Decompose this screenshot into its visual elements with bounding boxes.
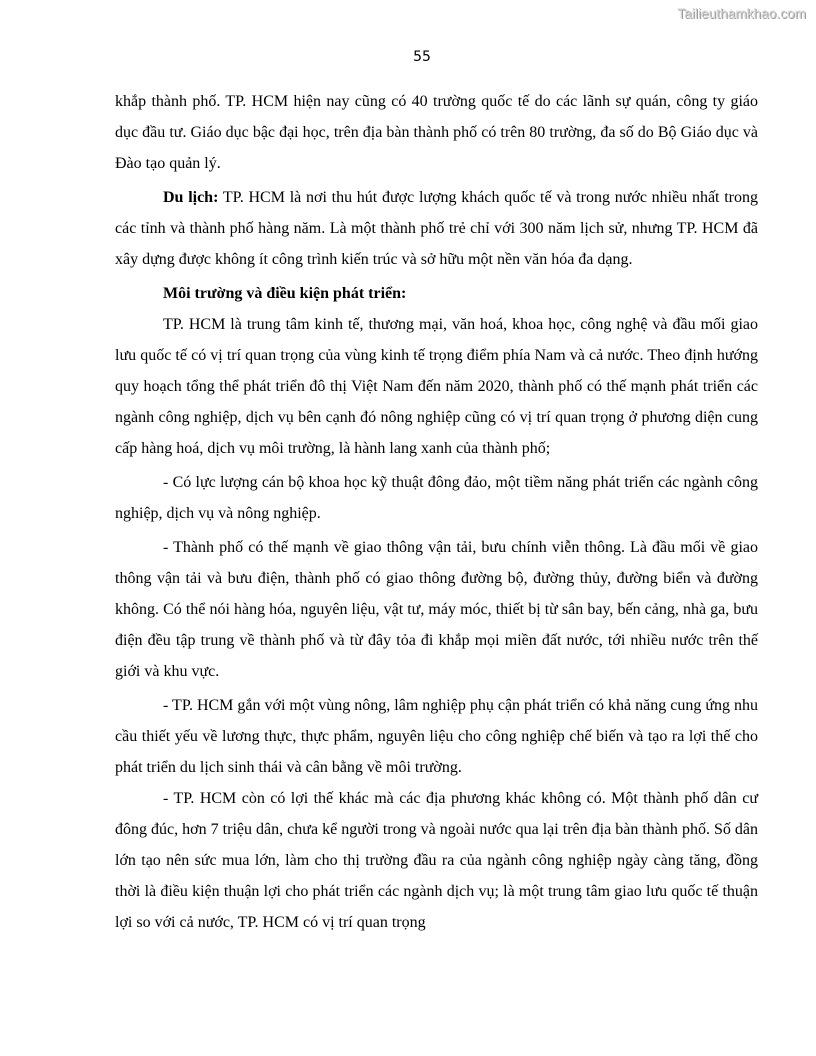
paragraph-economic-center: TP. HCM là trung tâm kinh tế, thương mại, văn hoá, khoa học, công nghệ và đầu mối giao lưu quốc tế có vị trí quan trọng của vùng kinh tế trọng điểm phía Nam và cả nước. Theo định hướng quy hoạch tổng thể phát triển đô thị Việt Nam đến năm 2020, thành phố có thế mạnh phát triển các ngành công nghiệp, dịch vụ bên cạnh đó nông nghiệp cũng có vị trí quan trọng ở phương diện cung cấp hàng hoá, dịch vụ môi trường, là hành lang xanh của thành phố;	[115, 316, 758, 457]
section-heading: Môi trường và điều kiện phát triển:	[163, 285, 407, 302]
tourism-label: Du lịch:	[163, 189, 219, 206]
paragraph-population: - TP. HCM còn có lợi thế khác mà các địa phương khác không có. Một thành phố dân cư đông đúc, hơn 7 triệu dân, chưa kể người trong và ngoài nước qua lại trên địa bàn thành phố. Số dân lớn tạo nên sức mua lớn, làm cho thị trường đầu ra của ngành công nghiệp ngày càng tăng, đồng thời là điều kiện thuận lợi cho phát triển các ngành dịch vụ; là một trung tâm giao lưu quốc tế thuận lợi so với cả nước, TP. HCM có vị trí quan trọng	[115, 790, 758, 931]
paragraph-agriculture: - TP. HCM gắn với một vùng nông, lâm nghiệp phụ cận phát triển có khả năng cung ứng nhu cầu thiết yếu về lương thực, thực phẩm, nguyên liệu cho công nghiệp chế biến và tạo ra lợi thế cho phát triển du lịch sinh thái và cân bằng về môi trường.	[115, 697, 758, 776]
document-body	[115, 86, 758, 938]
paragraph-workforce: - Có lực lượng cán bộ khoa học kỹ thuật đông đảo, một tiềm năng phát triển các ngành công nghiệp, dịch vụ và nông nghiệp.	[115, 474, 758, 522]
paragraph-tourism	[115, 182, 758, 275]
page-number: 55	[413, 49, 431, 65]
paragraph-transport: - Thành phố có thế mạnh về giao thông vận tải, bưu chính viễn thông. Là đầu mối về giao thông vận tải và bưu điện, thành phố có giao thông đường bộ, đường thủy, đường biển và đường không. Có thể nói hàng hóa, nguyên liệu, vật tư, máy móc, thiết bị từ sân bay, bến cảng, nhà ga, bưu điện đều tập trung về thành phố và từ đây tỏa đi khắp mọi miền đất nước, tới nhiều nước trên thế giới và khu vực.	[115, 539, 758, 680]
tourism-text: TP. HCM là nơi thu hút được lượng khách quốc tế và trong nước nhiều nhất trong các tỉnh và thành phố hàng năm. Là một thành phố trẻ chỉ với 300 năm lịch sử, nhưng TP. HCM đã xây dựng được không ít công trình kiến trúc và sở hữu một nền văn hóa đa dạng.	[115, 189, 759, 268]
watermark: Tailieuthamkhao.com	[677, 6, 806, 21]
paragraph-education-continued: khắp thành phố. TP. HCM hiện nay cũng có 40 trường quốc tế do các lãnh sự quán, công ty giáo dục đầu tư. Giáo dục bậc đại học, trên địa bàn thành phố có trên 80 trường, đa số do Bộ Giáo dục và Đào tạo quản lý.	[115, 93, 758, 172]
